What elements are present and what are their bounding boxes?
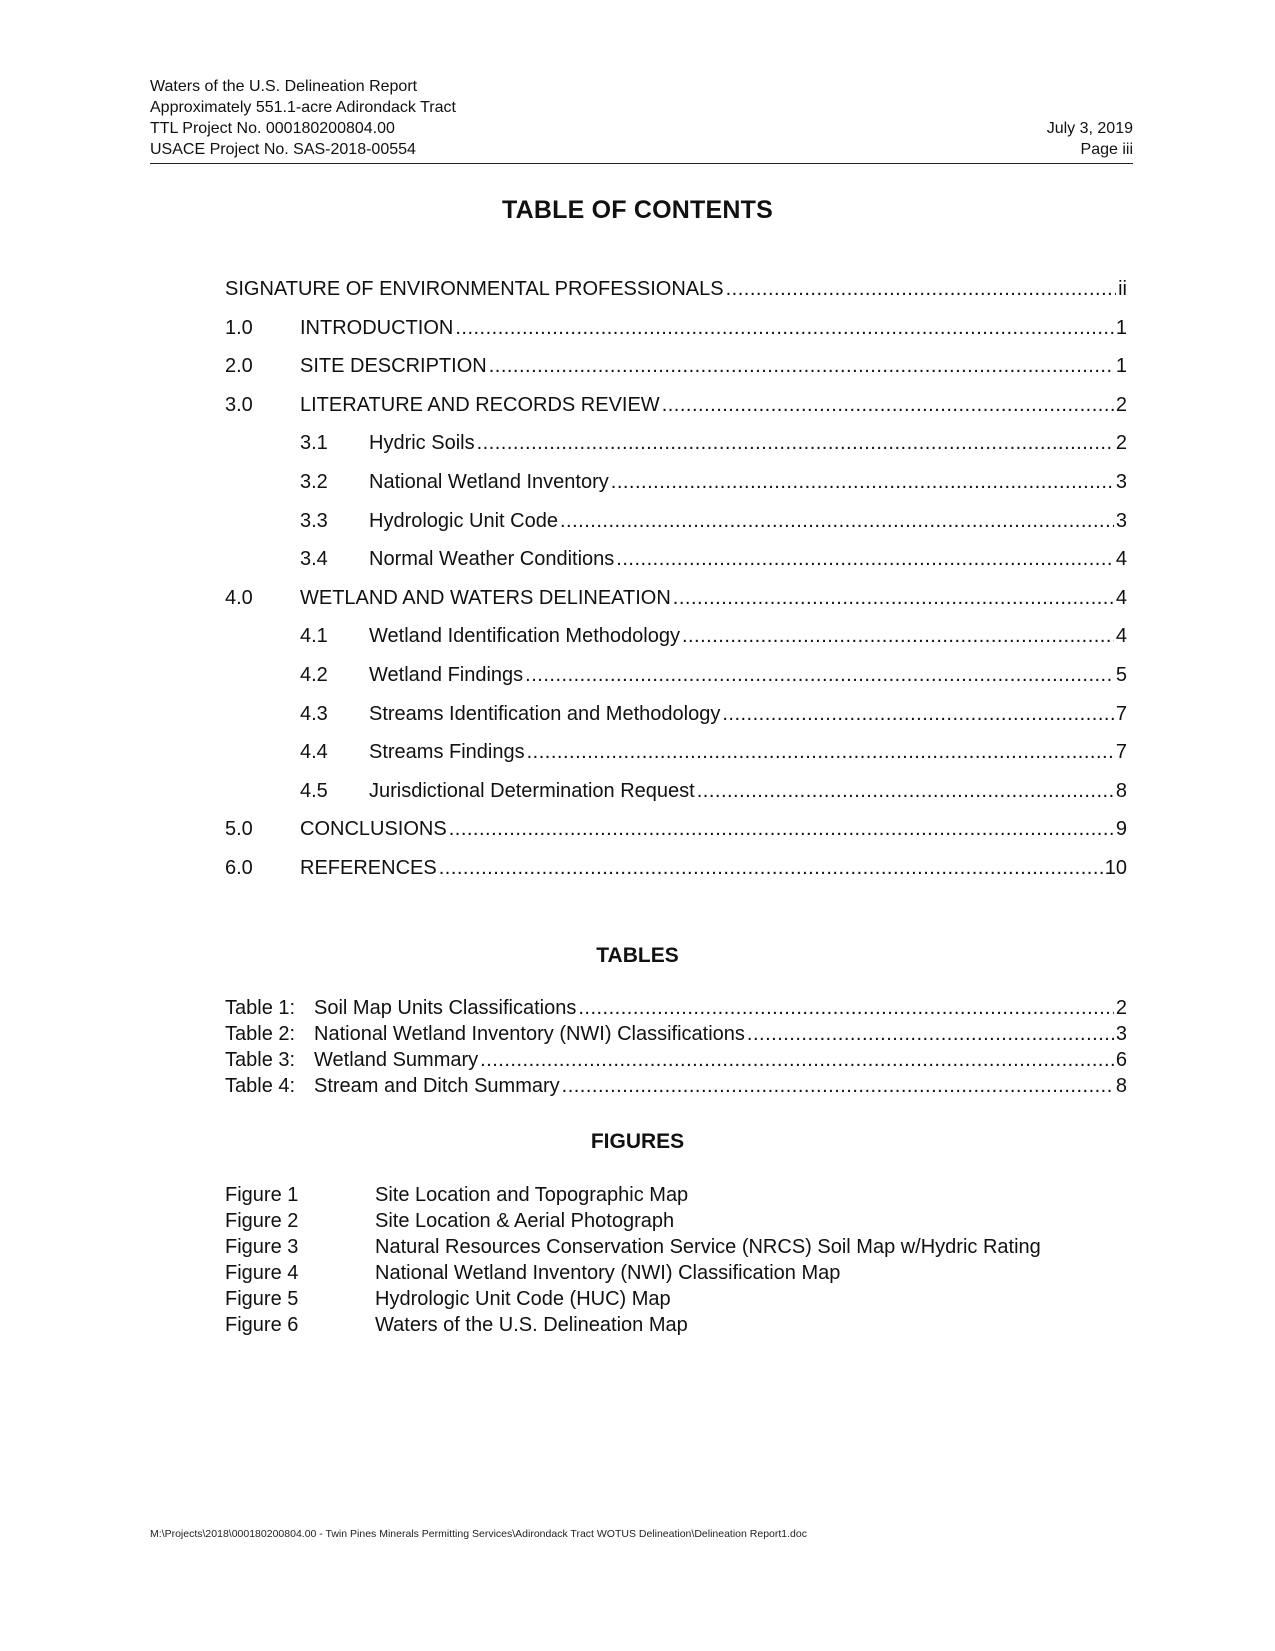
figure-entry-label: Figure 2: [225, 1210, 299, 1232]
figure-entry-label: Figure 6: [225, 1314, 299, 1336]
tables-heading: TABLES: [596, 944, 679, 967]
dot-leader: [480, 1049, 1114, 1072]
figure-entry-title: National Wetland Inventory (NWI) Classification Map: [375, 1262, 841, 1284]
table-entry: [225, 1049, 1127, 1075]
toc-entry-title: CONCLUSIONS: [300, 818, 447, 841]
toc-entry: [225, 818, 1127, 857]
toc-entry-page: 3: [1115, 509, 1127, 532]
dot-leader: [449, 818, 1114, 841]
toc-subentry: [225, 625, 1127, 664]
dot-leader: [455, 317, 1114, 340]
toc-entry-number: 6.0: [225, 856, 253, 879]
dot-leader: [560, 510, 1114, 533]
toc-entry-number: 1.0: [225, 316, 253, 339]
toc-entry-page: 5: [1115, 663, 1127, 686]
dot-leader: [722, 703, 1114, 726]
toc-subentry: [225, 703, 1127, 742]
figure-entry: [225, 1262, 1127, 1288]
dot-leader: [439, 857, 1103, 880]
toc-entry: [225, 278, 1127, 317]
dot-leader: [525, 664, 1114, 687]
figure-entry: [225, 1236, 1127, 1262]
toc-entry-page: 9: [1115, 818, 1127, 841]
toc-entry-page: 10: [1104, 856, 1127, 879]
toc-entry-number: 4.0: [225, 586, 253, 609]
toc-entry-number: 3.4: [300, 548, 328, 571]
dot-leader: [578, 997, 1114, 1020]
toc-entry-title: Hydric Soils: [369, 432, 475, 455]
figure-entry-title: Site Location and Topographic Map: [375, 1184, 689, 1206]
toc-entry-title: LITERATURE AND RECORDS REVIEW: [300, 393, 660, 416]
table-entry-label: Table 4:: [225, 1075, 296, 1097]
toc-subentry: [225, 471, 1127, 510]
dot-leader: [477, 432, 1114, 455]
file-path-footer: M:\Projects\2018\000180200804.00 - Twin Pines Minerals Permitting Services\Adirondack Tract WOTUS Delineation\Delineation Report1.doc: [150, 1528, 807, 1540]
figure-entry: [225, 1184, 1127, 1210]
toc-entry-title: Wetland Identification Methodology: [369, 625, 680, 648]
toc-subentry: [225, 432, 1127, 471]
table-entry-page: 3: [1115, 1023, 1127, 1045]
toc-entry-page: 8: [1115, 779, 1127, 802]
table-entry-page: 8: [1115, 1075, 1127, 1097]
dot-leader: [611, 471, 1114, 494]
toc-entry-page: 4: [1115, 586, 1127, 609]
dot-leader: [747, 1023, 1114, 1046]
toc-entry-number: 3.3: [300, 509, 328, 532]
figure-entry-title: Natural Resources Conservation Service (NRCS) Soil Map w/Hydric Rating: [375, 1236, 1041, 1258]
table-entry: [225, 1023, 1127, 1049]
figure-entry-label: Figure 5: [225, 1288, 299, 1310]
figure-entry-title: Site Location & Aerial Photograph: [375, 1210, 675, 1232]
toc-entry-title: SIGNATURE OF ENVIRONMENTAL PROFESSIONALS: [225, 278, 724, 300]
toc-entry-page: 7: [1115, 741, 1127, 764]
toc-entry-page: 4: [1115, 548, 1127, 571]
dot-leader: [527, 741, 1114, 764]
toc-entry-title: WETLAND AND WATERS DELINEATION: [300, 586, 671, 609]
toc-subentry: [225, 780, 1127, 819]
toc-entry-number: 3.1: [300, 432, 328, 455]
figure-entry-label: Figure 1: [225, 1184, 299, 1206]
toc-subentry: [225, 741, 1127, 780]
list-of-figures: [225, 1184, 1127, 1340]
toc-entry-number: 5.0: [225, 818, 253, 841]
toc-entry: [225, 317, 1127, 356]
table-entry-label: Table 2:: [225, 1023, 296, 1045]
dot-leader: [616, 548, 1114, 571]
figure-entry-label: Figure 4: [225, 1262, 299, 1284]
toc-entry-title: Streams Identification and Methodology: [369, 702, 721, 725]
figure-entry: [225, 1210, 1127, 1236]
table-entry-label: Table 3:: [225, 1049, 296, 1071]
tract-description: Approximately 551.1-acre Adirondack Tract: [150, 99, 456, 116]
figure-entry-title: Hydrologic Unit Code (HUC) Map: [375, 1288, 671, 1310]
toc-entry-number: 4.5: [300, 779, 328, 802]
dot-leader: [562, 1075, 1114, 1098]
toc-entry-title: Streams Findings: [369, 741, 525, 764]
toc-entry: [225, 587, 1127, 626]
toc-entry-title: Jurisdictional Determination Request: [369, 779, 695, 802]
table-entry-label: Table 1:: [225, 997, 296, 1019]
dot-leader: [673, 587, 1114, 610]
dot-leader: [489, 355, 1114, 378]
dot-leader: [726, 278, 1117, 301]
toc-entry-number: 2.0: [225, 355, 253, 378]
toc-entry-number: 4.1: [300, 625, 328, 648]
toc-entry-page: 2: [1115, 432, 1127, 455]
toc-entry-title: Hydrologic Unit Code: [369, 509, 558, 532]
table-entry: [225, 1075, 1127, 1101]
toc-entry: [225, 394, 1127, 433]
toc-subentry: [225, 664, 1127, 703]
table-entry-title: Stream and Ditch Summary: [314, 1075, 560, 1097]
toc-entry-page: ii: [1118, 278, 1127, 300]
report-title: Waters of the U.S. Delineation Report: [150, 78, 418, 95]
table-entry-title: National Wetland Inventory (NWI) Classifications: [314, 1023, 745, 1045]
toc-heading: TABLE OF CONTENTS: [502, 196, 773, 224]
toc-entry-page: 7: [1115, 702, 1127, 725]
figure-entry-title: Waters of the U.S. Delineation Map: [375, 1314, 688, 1336]
dot-leader: [697, 780, 1114, 803]
ttl-project-number: TTL Project No. 000180200804.00: [150, 120, 395, 137]
table-entry-title: Soil Map Units Classifications: [314, 997, 577, 1019]
dot-leader: [662, 394, 1114, 417]
page-number: Page iii: [1080, 141, 1133, 158]
page-header: [150, 76, 1133, 164]
toc-entry-number: 3.2: [300, 470, 328, 493]
table-entry: [225, 997, 1127, 1023]
toc-entry-number: 3.0: [225, 393, 253, 416]
toc-entry-number: 4.2: [300, 663, 328, 686]
table-entry-page: 2: [1115, 997, 1127, 1019]
table-of-contents: [225, 278, 1127, 896]
figure-entry-label: Figure 3: [225, 1236, 299, 1258]
table-entry-title: Wetland Summary: [314, 1049, 479, 1071]
list-of-tables: [225, 997, 1127, 1101]
usace-project-number: USACE Project No. SAS-2018-00554: [150, 141, 416, 158]
toc-entry-title: Normal Weather Conditions: [369, 548, 615, 571]
toc-entry-page: 1: [1115, 316, 1127, 339]
toc-subentry: [225, 510, 1127, 549]
toc-entry-title: SITE DESCRIPTION: [300, 355, 487, 378]
toc-entry-number: 4.4: [300, 741, 328, 764]
toc-entry-page: 2: [1115, 393, 1127, 416]
figures-heading: FIGURES: [590, 1130, 685, 1153]
toc-entry-page: 4: [1115, 625, 1127, 648]
dot-leader: [682, 625, 1114, 648]
toc-entry: [225, 355, 1127, 394]
toc-entry-page: 3: [1115, 470, 1127, 493]
toc-entry-title: INTRODUCTION: [300, 316, 454, 339]
toc-subentry: [225, 548, 1127, 587]
toc-entry-number: 4.3: [300, 702, 328, 725]
figure-entry: [225, 1314, 1127, 1340]
toc-entry: [225, 857, 1127, 896]
toc-entry-title: Wetland Findings: [369, 663, 524, 686]
toc-entry-title: REFERENCES: [300, 856, 437, 879]
figure-entry: [225, 1288, 1127, 1314]
toc-entry-title: National Wetland Inventory: [369, 470, 609, 493]
report-date: July 3, 2019: [1046, 120, 1133, 137]
table-entry-page: 6: [1115, 1049, 1127, 1071]
toc-entry-page: 1: [1115, 355, 1127, 378]
